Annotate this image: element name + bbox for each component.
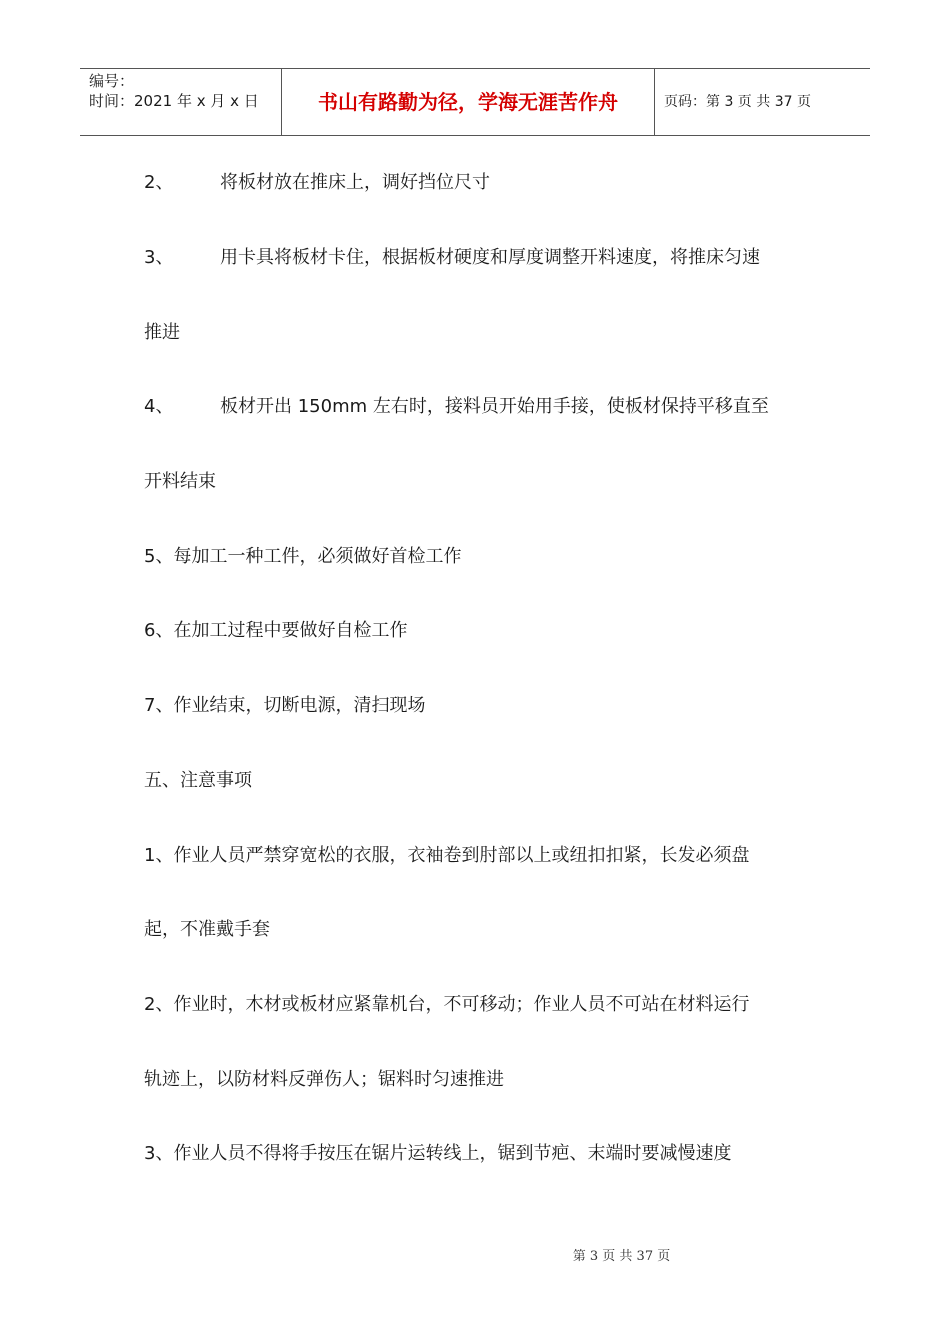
date-label: 时间：2021 年 x 月 x 日 xyxy=(89,92,259,110)
section-heading: 五、注意事项 xyxy=(144,770,252,791)
list-item-note-3: 3、作业人员不得将手按压在锯片运转线上，锯到节疤、末端时要减慢速度 xyxy=(144,1143,732,1164)
step-number: 3、 xyxy=(144,247,174,268)
list-item-note-1: 1、作业人员严禁穿宽松的衣服，衣袖卷到肘部以上或纽扣扣紧，长发必须盘 xyxy=(144,845,750,866)
page-footer xyxy=(0,1245,950,1264)
list-item-step-2 xyxy=(144,171,490,195)
list-item-note-2: 2、作业时，木材或板材应紧靠机台，不可移动；作业人员不可站在材料运行 xyxy=(144,994,750,1015)
doc-number-label: 编号： xyxy=(89,72,135,90)
list-item-step-6: 6、在加工过程中要做好自检工作 xyxy=(144,620,408,641)
step-text: 板材开出 150mm 左右时，接料员开始用手接，使板材保持平移直至 xyxy=(220,396,769,417)
step-number: 4、 xyxy=(144,396,174,417)
header-meta xyxy=(80,69,281,135)
header-motto: 书山有路勤为径，学海无涯苦作舟 xyxy=(281,69,655,135)
page-header xyxy=(80,68,870,136)
list-item-step-7: 7、作业结束，切断电源，清扫现场 xyxy=(144,695,426,716)
step-text: 将板材放在推床上，调好挡位尺寸 xyxy=(220,172,490,193)
list-item-note-2-continued: 轨迹上，以防材料反弹伤人；锯料时匀速推进 xyxy=(144,1069,504,1090)
list-item-step-4 xyxy=(144,395,769,419)
step-text: 用卡具将板材卡住，根据板材硬度和厚度调整开料速度，将推床匀速 xyxy=(220,247,760,268)
list-item-note-1-continued: 起，不准戴手套 xyxy=(144,919,270,940)
header-page-info: 页码：第 3 页 共 37 页 xyxy=(664,94,811,110)
footer-page-number: 第 3 页 共 37 页 xyxy=(572,1249,671,1264)
list-item-step-5: 5、每加工一种工件，必须做好首检工作 xyxy=(144,546,462,567)
list-item-step-3-continued: 推进 xyxy=(144,322,180,343)
list-item-step-3 xyxy=(144,246,760,270)
step-number: 2、 xyxy=(144,172,174,193)
list-item-step-4-continued: 开料结束 xyxy=(144,471,216,492)
